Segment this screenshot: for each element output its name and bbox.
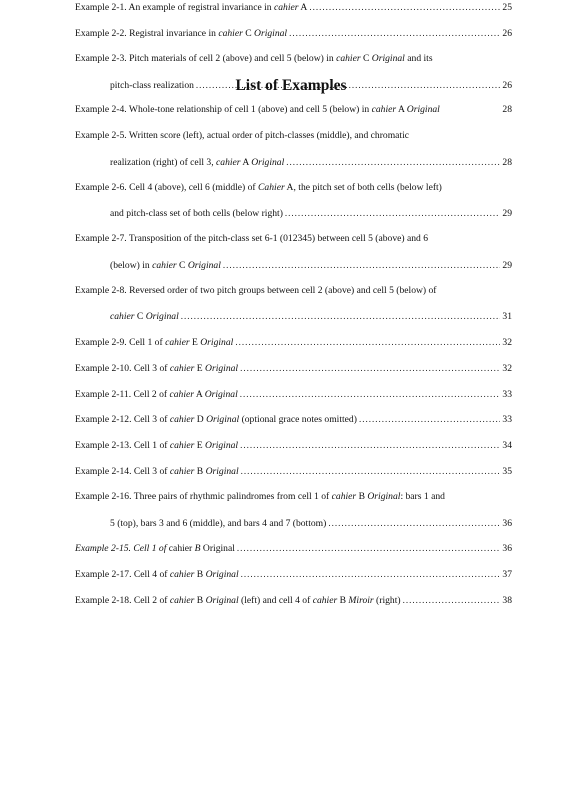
entry-text-run: B — [356, 491, 368, 502]
entry-text-run: Example 2-3. Pitch materials of cell 2 (above) and cell 5 (below) in — [75, 53, 337, 64]
leader-dots — [240, 361, 500, 375]
entry-text-run: B — [337, 595, 349, 606]
entry-text-italic: cahier — [169, 569, 195, 580]
leader-dots — [403, 593, 501, 607]
entry-text — [75, 103, 440, 117]
list-item[interactable] — [75, 412, 512, 426]
list-item[interactable] — [110, 516, 512, 530]
entry-text — [75, 284, 437, 298]
entry-text-italic: Original — [205, 466, 239, 477]
list-item[interactable] — [75, 490, 512, 504]
entry-text-run: A — [298, 2, 308, 13]
list-item[interactable] — [75, 335, 512, 349]
list-item[interactable] — [75, 387, 512, 401]
entry-text-italic: Original — [187, 260, 221, 271]
entry-text-italic: Miroir — [348, 595, 374, 606]
list-item[interactable] — [75, 232, 512, 246]
entry-text-italic: Original — [205, 440, 239, 451]
entry-text-italic: Original — [145, 311, 179, 322]
entry-text-italic: B — [192, 543, 203, 554]
leader-dots — [285, 206, 500, 220]
entry-text — [75, 362, 238, 376]
entry-text — [75, 1, 307, 15]
entry-text-run: Example 2-14. Cell 3 of — [75, 466, 170, 477]
entry-text-run: A — [396, 104, 407, 115]
entry-text-italic: Original — [371, 53, 405, 64]
entry-text-italic: cahier — [274, 2, 299, 13]
entry-text-run: A — [240, 157, 252, 168]
entry-text-run: Example 2-5. Written score (left), actual order of pitch-classes (middle), and chromatic — [75, 130, 410, 141]
entry-text-italic: cahier — [371, 104, 397, 115]
entry-text-italic: cahier — [152, 260, 177, 271]
entry-text — [110, 310, 179, 324]
leader-dots — [235, 335, 500, 349]
entry-text-run: Example 2-17. Cell 4 of — [75, 569, 170, 580]
list-item[interactable] — [75, 541, 512, 555]
list-item[interactable] — [75, 438, 512, 452]
page-number: 36 — [502, 518, 512, 529]
entry-text — [75, 542, 235, 556]
list-item[interactable] — [110, 155, 512, 169]
page-number: 26 — [502, 28, 512, 39]
leader-dots — [223, 258, 501, 272]
entry-text-run: Example 2-7. Transposition of the pitch-class set 6-1 (012345) between cell 5 (above) and 6 — [75, 233, 429, 244]
entry-text-run: C — [360, 53, 372, 64]
page-number: 29 — [502, 260, 512, 271]
entry-text — [110, 517, 326, 531]
entry-text-italic: cahier — [169, 595, 195, 606]
entry-text-italic: cahier — [169, 440, 195, 451]
leader-dots — [240, 438, 500, 452]
page-number: 34 — [502, 440, 512, 451]
list-item[interactable] — [75, 103, 512, 117]
entry-text-italic: cahier — [169, 363, 195, 374]
entry-text-italic: Original — [200, 337, 234, 348]
entry-text-run: Example 2-4. Whole-tone relationship of cell 1 (above) and cell 5 (below) in — [75, 104, 372, 115]
entry-text-italic: cahier — [336, 53, 361, 64]
entry-text — [75, 27, 287, 41]
leader-dots — [328, 516, 500, 530]
entry-text-run: Example 2-8. Reversed order of two pitch groups between cell 2 (above) and cell 5 (below) of — [75, 285, 437, 296]
entry-text-italic: Original — [204, 389, 238, 400]
entry-text-run: Example 2-1. An example of registral invariance in — [75, 2, 274, 13]
entry-text-run: Original — [202, 543, 235, 554]
entry-text-italic: Original — [205, 363, 239, 374]
entry-text-run: pitch-class realization — [110, 80, 194, 91]
entry-text-italic: Original — [206, 414, 240, 425]
entry-text — [75, 439, 238, 453]
page-number: 32 — [502, 363, 512, 374]
entry-text-italic: Original — [205, 569, 239, 580]
entry-text-run: Example 2-2. Registral invariance in — [75, 28, 219, 39]
leader-dots — [289, 26, 500, 40]
leader-dots — [181, 309, 501, 323]
entry-text-italic: cahier — [110, 311, 135, 322]
entry-text-run: A, the pitch set of both cells (below left) — [284, 182, 442, 193]
list-item[interactable] — [75, 181, 512, 195]
entry-text-run: B — [194, 569, 206, 580]
entry-text-italic: Original — [406, 104, 440, 115]
page-number: 38 — [502, 595, 512, 606]
entry-text-italic: cahier — [218, 28, 243, 39]
entry-text-run: C — [176, 260, 188, 271]
list-item[interactable] — [75, 52, 512, 66]
leader-dots — [241, 567, 501, 581]
entry-text-italic: cahier — [312, 595, 338, 606]
leader-dots — [309, 0, 500, 14]
page-number: 33 — [502, 389, 512, 400]
entry-text-run: realization (right) of cell 3, — [110, 157, 217, 168]
list-item[interactable] — [110, 309, 512, 323]
entry-text — [75, 52, 433, 66]
page-number: 35 — [502, 466, 512, 477]
entry-text — [75, 129, 409, 143]
list-item[interactable] — [75, 464, 512, 478]
entry-text-italic: cahier — [169, 389, 195, 400]
page-title: List of Examples — [235, 77, 347, 94]
entry-text-run: Example 2-9. Cell 1 of — [75, 337, 166, 348]
entry-text — [75, 594, 401, 608]
page-number: 31 — [502, 311, 512, 322]
page-number: 33 — [502, 414, 512, 425]
page-number: 37 — [502, 569, 512, 580]
leader-dots — [359, 412, 500, 426]
entry-text — [75, 181, 442, 195]
page-number: 25 — [502, 2, 512, 13]
entry-text-run: C — [242, 28, 255, 39]
page-number: 29 — [502, 208, 512, 219]
entry-text — [110, 207, 283, 221]
leader-dots — [237, 541, 501, 555]
list-item[interactable] — [110, 78, 512, 92]
leader-dots — [240, 387, 501, 401]
page-number: 36 — [502, 543, 512, 554]
entry-text — [75, 413, 357, 427]
entry-text — [75, 336, 233, 350]
list-item[interactable] — [75, 567, 512, 581]
entry-text-run: Example 2-18. Cell 2 of — [75, 595, 170, 606]
list-item[interactable] — [75, 361, 512, 375]
entry-text-run: (below) in — [110, 260, 153, 271]
list-item[interactable] — [75, 26, 512, 40]
entry-text-run: Example 2-12. Cell 3 of — [75, 414, 170, 425]
entry-text-italic: Original — [205, 595, 239, 606]
entry-text — [75, 490, 445, 504]
entry-text-italic: cahier — [165, 337, 190, 348]
entry-text-run: Example 2-6. Cell 4 (above), cell 6 (middle) of — [75, 182, 259, 193]
entry-text-italic: Original — [367, 491, 401, 502]
page-number: 28 — [502, 104, 512, 115]
leader-dots — [241, 464, 501, 478]
entry-text — [110, 259, 221, 273]
entry-text-run: A — [194, 389, 205, 400]
entry-text — [75, 465, 239, 479]
entry-text-run: D — [194, 414, 207, 425]
page-number: 26 — [502, 80, 512, 91]
entry-text-run: cahier — [168, 543, 193, 554]
list-item[interactable] — [75, 0, 512, 14]
entry-text-run: : bars 1 and — [400, 491, 445, 502]
entry-text-italic: cahier — [169, 466, 195, 477]
entry-text-run: Example 2-16. Three pairs of rhythmic palindromes from cell 1 of — [75, 491, 332, 502]
entry-text-run: (optional grace notes omitted) — [239, 414, 357, 425]
entry-text — [110, 79, 194, 93]
list-item[interactable] — [110, 206, 512, 220]
entry-text-run: Example 2-11. Cell 2 of — [75, 389, 170, 400]
entry-text — [75, 568, 239, 582]
entry-text-italic: Original — [254, 28, 288, 39]
entry-text-italic: cahier — [216, 157, 241, 168]
entry-text-run: C — [134, 311, 146, 322]
entry-text-run: (left) and cell 4 of — [238, 595, 313, 606]
list-item[interactable] — [75, 284, 512, 298]
entry-text-run: Example 2-13. Cell 1 of — [75, 440, 170, 451]
list-item[interactable] — [75, 129, 512, 143]
entry-text-italic: Original — [251, 157, 285, 168]
page-number: 32 — [502, 337, 512, 348]
entry-text — [110, 156, 284, 170]
leader-dots — [196, 78, 500, 92]
entry-text-italic: Example 2-15. Cell 1 of — [75, 543, 169, 554]
leader-dots — [286, 155, 500, 169]
entry-text — [75, 388, 238, 402]
entry-text-italic: cahier — [169, 414, 195, 425]
entry-text-run: and its — [404, 53, 433, 64]
entry-text-run: E — [194, 440, 206, 451]
entry-text — [75, 232, 428, 246]
entry-text-run: B — [194, 595, 206, 606]
entry-text-run: and pitch-class set of both cells (below right) — [110, 208, 283, 219]
entry-text-italic: cahier — [331, 491, 357, 502]
entry-text-run: E — [194, 363, 206, 374]
entry-text-run: E — [189, 337, 201, 348]
entry-text-italic: Cahier — [258, 182, 285, 193]
entry-text-run: (right) — [373, 595, 401, 606]
entry-text-run: 5 (top), bars 3 and 6 (middle), and bars 4 and 7 (bottom) — [110, 518, 327, 529]
entry-text-run: Example 2-10. Cell 3 of — [75, 363, 170, 374]
list-item[interactable] — [110, 258, 512, 272]
entry-text-run: B — [194, 466, 206, 477]
page-number: 28 — [502, 157, 512, 168]
list-item[interactable] — [75, 593, 512, 607]
